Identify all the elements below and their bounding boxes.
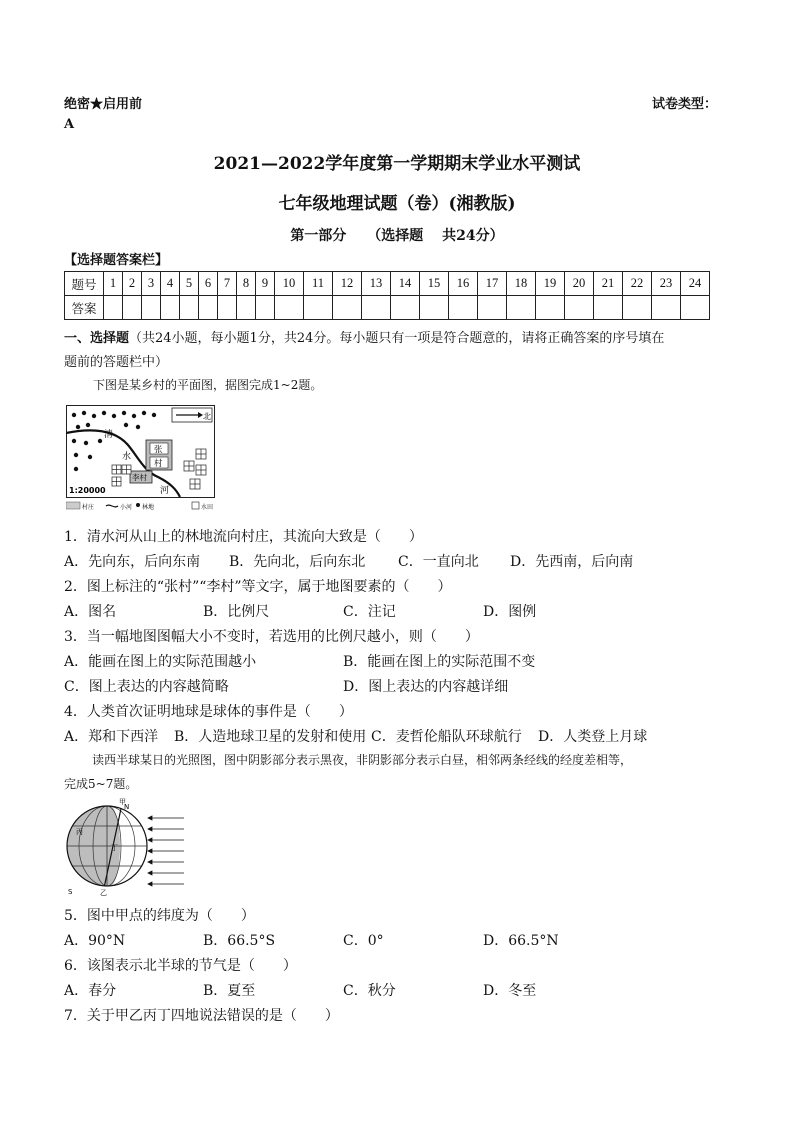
answer-cell[interactable] xyxy=(304,296,333,320)
globe-label-ding: 丁 xyxy=(111,844,118,852)
q5-option-c[interactable]: C．0° xyxy=(343,933,384,949)
map-label-he: 河 xyxy=(160,486,170,496)
paper-type-label: 试卷类型： xyxy=(652,97,718,112)
table-cell: 18 xyxy=(507,272,536,296)
q2-option-d[interactable]: D．图例 xyxy=(483,604,537,620)
answer-cell[interactable] xyxy=(478,296,507,320)
north-label: 北 xyxy=(203,412,211,421)
q4-option-c[interactable]: C．麦哲伦船队环球航行 xyxy=(371,729,522,745)
paper-type-letter: A xyxy=(64,117,75,132)
answer-cell[interactable] xyxy=(333,296,362,320)
part-heading: 第一部分 （选择题 共24分） xyxy=(290,228,504,244)
legend-forest-icon xyxy=(136,503,140,507)
answer-cell[interactable] xyxy=(180,296,199,320)
answer-cell[interactable] xyxy=(681,296,710,320)
q1-option-b[interactable]: B．先向北，后向东北 xyxy=(229,554,366,570)
q3-option-c[interactable]: C．图上表达的内容越简略 xyxy=(64,679,229,695)
q3-option-a[interactable]: A．能画在图上的实际范围越小 xyxy=(64,654,257,670)
table-cell: 12 xyxy=(333,272,362,296)
village-map xyxy=(66,405,218,513)
section-instructions xyxy=(64,327,664,346)
answer-cell[interactable] xyxy=(161,296,180,320)
question-2-stem: 2．图上标注的“张村”“李村”等文字，属于地图要素的（ ） xyxy=(64,579,452,595)
village-map-figure xyxy=(66,405,218,517)
globe-label-s: S xyxy=(68,888,73,896)
table-cell: 22 xyxy=(623,272,652,296)
answer-cell[interactable] xyxy=(594,296,623,320)
map-label-cun: 村 xyxy=(154,459,163,469)
q6-option-b[interactable]: B．夏至 xyxy=(203,983,256,999)
answer-cell[interactable] xyxy=(449,296,478,320)
q2-option-a[interactable]: A．图名 xyxy=(64,604,117,620)
globe-label-yi: 乙 xyxy=(100,889,107,896)
answer-cell[interactable] xyxy=(420,296,449,320)
answer-table-row2-label: 答案 xyxy=(65,296,104,320)
legend-river-label: 小河 xyxy=(120,504,133,511)
answer-cell[interactable] xyxy=(237,296,256,320)
illumination-globe xyxy=(64,798,188,896)
answer-cell[interactable] xyxy=(565,296,594,320)
figure1-intro: 下图是某乡村的平面图，据图完成1~2题。 xyxy=(93,378,323,392)
question-5-stem: 5．图中甲点的纬度为（ ） xyxy=(64,908,255,924)
legend-paddy-icon xyxy=(192,502,199,509)
answer-table-answer-row xyxy=(65,296,710,320)
q2-option-b[interactable]: B．比例尺 xyxy=(203,604,270,620)
q4-option-d[interactable]: D．人类登上月球 xyxy=(538,729,648,745)
table-cell: 9 xyxy=(256,272,275,296)
answer-cell[interactable] xyxy=(536,296,565,320)
map-label-li: 李村 xyxy=(132,473,147,482)
legend-paddy-label: 水田 xyxy=(201,504,214,511)
answer-table-row1-label: 题号 xyxy=(65,272,104,296)
answer-cell[interactable] xyxy=(199,296,218,320)
q4-option-b[interactable]: B．人造地球卫星的发射和使用 xyxy=(174,729,367,745)
exam-subtitle: 七年级地理试题（卷）(湘教版) xyxy=(278,194,516,214)
q2-option-c[interactable]: C．注记 xyxy=(343,604,396,620)
table-cell: 17 xyxy=(478,272,507,296)
answer-bar-label: 【选择题答案栏】 xyxy=(64,253,169,268)
table-cell: 1 xyxy=(104,272,123,296)
q6-option-a[interactable]: A．春分 xyxy=(64,983,117,999)
q4-option-a[interactable]: A．郑和下西洋 xyxy=(64,729,159,745)
confidential-mark: 绝密★启用前 xyxy=(64,97,143,112)
table-cell: 3 xyxy=(142,272,161,296)
answer-cell[interactable] xyxy=(104,296,123,320)
q5-option-a[interactable]: A．90°N xyxy=(64,933,126,949)
exam-title: 2021—2022学年度第一学期期末学业水平测试 xyxy=(213,154,581,174)
table-cell: 15 xyxy=(420,272,449,296)
table-cell: 4 xyxy=(161,272,180,296)
answer-cell[interactable] xyxy=(391,296,420,320)
question-3-stem: 3．当一幅地图图幅大小不变时，若选用的比例尺越小，则（ ） xyxy=(64,629,479,645)
table-cell: 2 xyxy=(123,272,142,296)
answer-cell[interactable] xyxy=(123,296,142,320)
q1-option-d[interactable]: D．先西南，后向南 xyxy=(510,554,634,570)
table-cell: 24 xyxy=(681,272,710,296)
globe-label-n: N xyxy=(124,803,130,811)
figure2-intro-line2: 完成5~7题。 xyxy=(64,777,138,791)
legend-village-icon xyxy=(66,502,80,509)
question-4-stem: 4．人类首次证明地球是球体的事件是（ ） xyxy=(64,704,353,720)
table-cell: 19 xyxy=(536,272,565,296)
table-cell: 13 xyxy=(362,272,391,296)
question-1-stem: 1．清水河从山上的林地流向村庄，其流向大致是（ ） xyxy=(64,529,423,545)
q5-option-d[interactable]: D．66.5°N xyxy=(483,933,559,949)
table-cell: 6 xyxy=(199,272,218,296)
q1-option-a[interactable]: A．先向东，后向东南 xyxy=(64,554,201,570)
answer-cell[interactable] xyxy=(362,296,391,320)
illumination-globe-figure xyxy=(64,798,188,900)
answer-cell[interactable] xyxy=(652,296,681,320)
q6-option-d[interactable]: D．冬至 xyxy=(483,983,537,999)
q1-option-c[interactable]: C．一直向北 xyxy=(398,554,479,570)
answer-cell[interactable] xyxy=(256,296,275,320)
legend-village-label: 村庄 xyxy=(82,504,95,511)
map-scale: 1:20000 xyxy=(69,486,106,495)
table-cell: 21 xyxy=(594,272,623,296)
globe-label-bing: 丙 xyxy=(76,828,83,836)
answer-table-number-row xyxy=(65,272,710,296)
table-cell: 14 xyxy=(391,272,420,296)
q6-option-c[interactable]: C．秋分 xyxy=(343,983,396,999)
table-cell: 11 xyxy=(304,272,333,296)
answer-cell[interactable] xyxy=(507,296,536,320)
table-cell: 5 xyxy=(180,272,199,296)
legend-forest-label: 林地 xyxy=(142,504,155,511)
map-label-qing: 清 xyxy=(104,430,114,440)
table-cell: 20 xyxy=(565,272,594,296)
map-label-shui: 水 xyxy=(122,452,132,462)
q5-option-b[interactable]: B．66.5°S xyxy=(203,933,276,949)
question-7-stem: 7．关于甲乙丙丁四地说法错误的是（ ） xyxy=(64,1008,339,1024)
answer-table xyxy=(64,271,710,320)
globe-label-jia: 甲 xyxy=(119,798,126,806)
section-heading: 一、选择题 xyxy=(64,331,130,346)
answer-cell[interactable] xyxy=(218,296,237,320)
figure2-intro-line1: 读西半球某日的光照图，图中阴影部分表示黑夜，非阴影部分表示白昼，相邻两条经线的经度差相等， xyxy=(92,753,633,767)
section-instructions-line2: 题前的答题栏中） xyxy=(64,355,169,370)
section-instructions-line1: （共24小题，每小题1分，共24分。每小题只有一项是符合题意的，请将正确答案的序号填在 xyxy=(129,331,665,346)
legend-river-icon xyxy=(106,505,118,507)
q3-option-b[interactable]: B．能画在图上的实际范围不变 xyxy=(343,654,536,670)
q3-option-d[interactable]: D．图上表达的内容越详细 xyxy=(343,679,509,695)
table-cell: 16 xyxy=(449,272,478,296)
answer-cell[interactable] xyxy=(623,296,652,320)
answer-cell[interactable] xyxy=(142,296,161,320)
table-cell: 23 xyxy=(652,272,681,296)
table-cell: 10 xyxy=(275,272,304,296)
sunlight-arrows xyxy=(148,816,184,886)
table-cell: 8 xyxy=(237,272,256,296)
map-label-zhang: 张 xyxy=(154,445,163,455)
table-cell: 7 xyxy=(218,272,237,296)
answer-cell[interactable] xyxy=(275,296,304,320)
question-6-stem: 6．该图表示北半球的节气是（ ） xyxy=(64,958,297,974)
